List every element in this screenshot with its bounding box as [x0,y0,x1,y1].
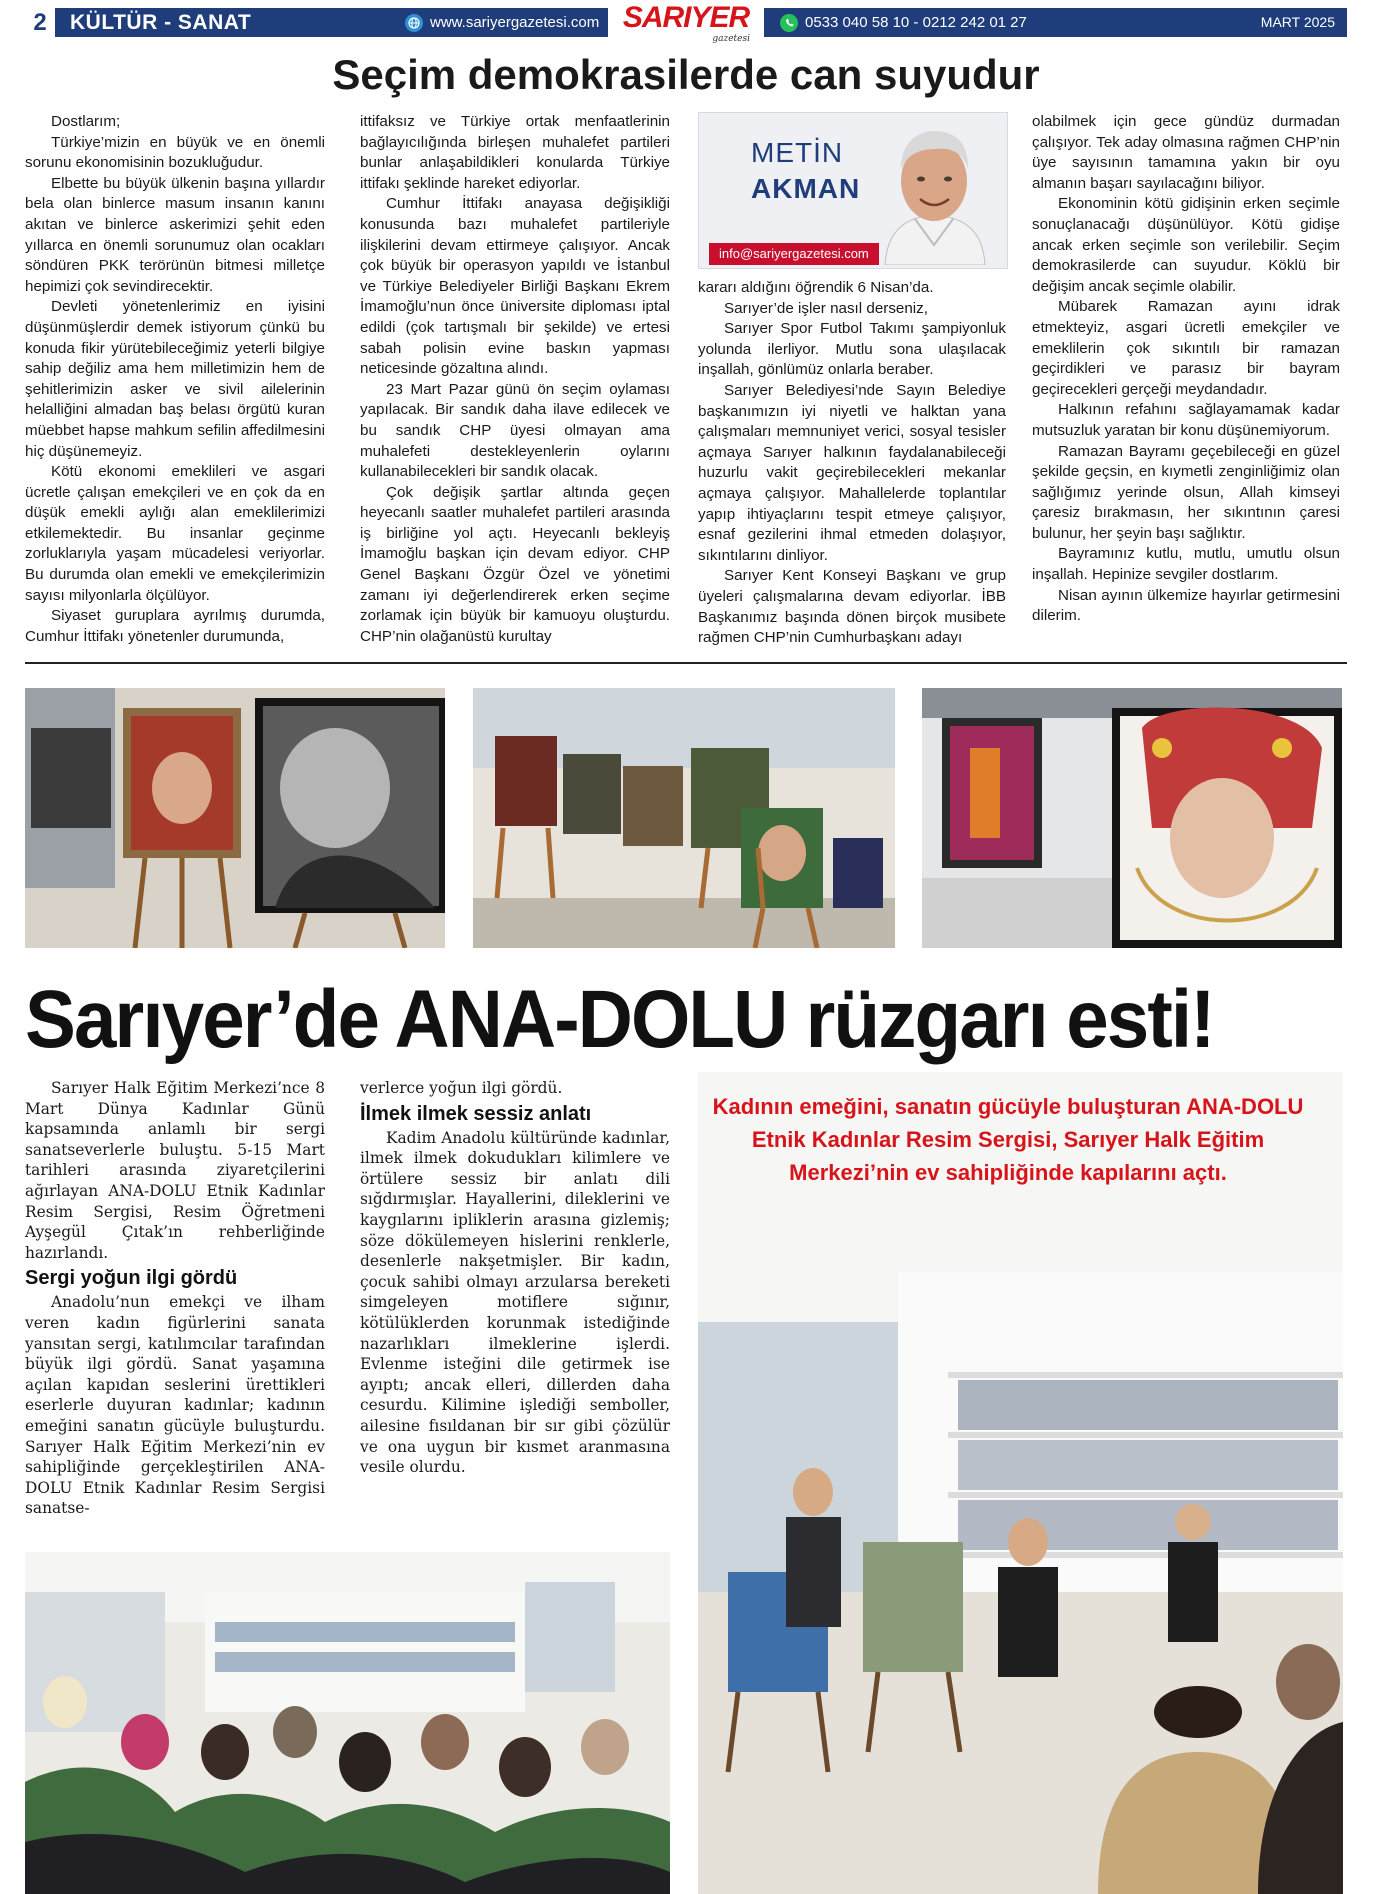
issue-date: MART 2025 [1260,14,1335,30]
contact-phones [780,8,1027,37]
paragraph: olabilmek için gece gündüz durmadan çalışıyor. Tek aday olmasına rağmen CHP’nin üye sayısının tamamına yakın bir oyu almanın başarı sayılacağını biliyor. [1032,113,1340,192]
exhibition-photo-3 [922,688,1342,948]
logo-main: SARIYER [622,1,750,34]
audience-photo [25,1552,670,1894]
paragraph: Ekonominin kötü gidişinin erken seçimle sonuçlanacağı düşünülüyor. Kötü gidişe ancak erken seçimle son verilebilir. Seçim demokrasilerde can suyudur. Köklü bir değişim ancak seçimle olabilir. [1032,195,1340,295]
feature-text-2 [360,1078,670,1478]
paragraph: Mübarek Ramazan ayını idrak etmekteyiz, asgari ücretli emekçiler ve emeklilerin çok sıkıntılı bir ramazan geçirdikleri ve parasız bir bayram geçirecekleri gerçeği meydandadır. [1032,298,1340,398]
logo-sub: gazetesi [712,34,750,44]
paragraph: Anadolu’nun emekçi ve ilham veren kadın figürlerini sanata yansıtan sergi, katılımcılar tarafından büyük ilgi gördü. Sanat yaşamına açılan kapıdan seslerini ürettikleri eserlerle duyuran kadınlar; kadının emeğini sanatın gücüyle buluşturdu. Sarıyer Halk Eğitim Merkezi’nin ev sahipliğinde gerçekleştirilen ANA-DOLU Etnik Kadınlar Resim Sergisi sanatse- [25,1293,325,1518]
author-email[interactable]: info@sariyergazetesi.com [709,243,879,265]
feature-headline: Sarıyer’de ANA-DOLU rüzgarı esti! [25,974,1214,1065]
author-photo [865,119,1003,265]
subheading: İlmek ilmek sessiz anlatı [360,1102,592,1125]
paragraph: Bayramınız kutlu, mutlu, umutlu olsun inşallah. Hepinize sevgiler dostlarım. [1032,545,1340,584]
paragraph: Sarıyer Belediyesi’nde Sayın Belediye başkanımızın iyi niyetli ve halktan yana çalışmaları memnuniyet verici, sosyal tesisler açmaya Sarıyer halkının faydalanabileceği huzurlu vakit geçirebilecekleri mekanlar açmaya çalışıyor. Mahallelerde toplantılar yapıp ihtiyaçlarını tespit etmeye çalışıyor, esnaf gezilerini ihmal etmeden dolaşıyor, sıkıntılarını dinliyor. [698,381,1006,564]
paragraph: Ramazan Bayramı geçebileceği en güzel şekilde geçsin, en kıymetli zenginliğimiz olan sağlığımız yerinde olsun, Allah kimseyi çaresiz bırakmasın, her sıkıntının çaresi bulunur, her şeyin başı sağlıktır. [1032,442,1340,542]
paragraph: 23 Mart Pazar günü ön seçim oylaması yapılacak. Bir sandık daha ilave edilecek ve bu sandık CHP üyesi olmayan ama muhalefeti destekleyenlerin oylarını kullanabilecekleri bir sandık olacak. [360,380,670,481]
author-last-name: AKMAN [751,173,861,204]
paragraph: kararı aldığını öğrendik 6 Nisan’da. [698,279,934,296]
exhibition-photo-1 [25,688,445,948]
paragraph: Çok değişik şartlar altında geçen heyecanlı saatler muhalefet partileri arasında iş birliğine yol açtı. Heyecanlı bekleyiş İmamoğlu başkan için devam ediyor. CHP Genel Başkanı Özgür Özel ve yönetimi zamanı iyi değerlendirerek erken seçime zorlamak için büyük bir kamuoyu oluşturdu. CHP’nin olağanüstü kurultay [360,483,670,645]
paragraph: Sarıyer’de işler nasıl derseniz, [724,299,928,317]
paragraph: Elbette bu büyük ülkenin başına yıllardır bela olan binlerce masum insanın kanını akıtan ve binlerce askerimizi şehit eden yıllarca en önemli sorunumuz olan ocakları söndüren PKK terörünün bitmesi milletçe hepimizi çok sevindirecektir. [25,174,325,295]
globe-icon [405,14,423,32]
paragraph: ittifaksız ve Türkiye ortak menfaatlerinin bağlayıcılığında birleşen muhalefet partileri bunlar anlaşabildikleri konularda Türkiye ittifakı şeklinde hareket ediyorlar. [360,113,670,192]
website-url[interactable]: www.sariyergazetesi.com [430,14,600,31]
exhibition-hall-photo [698,1072,1343,1894]
paragraph: Nisan ayının ülkemize hayırlar getirmesini dilerim. [1032,586,1340,625]
column-text-4 [1032,112,1340,627]
column-text-2 [360,112,670,647]
column-text-3 [698,278,1006,649]
paragraph: Cumhur İttifakı anayasa değişikliği konusunda bazı muhalefet partileriyle ilişkilerini devam ettirmeye çalışıyor. Ancak çok büyük bir operasyon yapıldı ve İstanbul ve Türkiye Belediyeler Birliği Başkanı Ekrem İmamoğlu’nun önce üniversite diploması iptal edildi (çok tartışmalı bir şekilde) ve ertesi sabah polisin evine baskın yapması neticesinde gözaltına alındı. [360,195,670,378]
feature-text-1 [25,1078,325,1519]
paragraph: Halkının refahını sağlayamamak kadar mutsuzluk yaratan bir konu düşünemiyorum. [1032,401,1340,439]
author-box [698,112,1008,269]
whatsapp-icon [780,14,798,32]
paragraph: Devleti yönetenlerimiz en iyisini düşünmüşlerdir demek istiyorum çünkü bu konuda fikir yürütebileceğimiz yeterli bilgiye sahip değiliz ama hem milletimizin hem de şehitlerimizin asker ve sivil ailelerinin helalliğini almadan baş belası örgütü kuran müebbet hapse mahkum sefilin affedilmesini hiç düşünemeyiz. [25,298,325,460]
author-first-name: METİN [751,137,844,168]
paragraph: Sarıyer Spor Futbol Takımı şampiyonluk yolunda ilerliyor. Mutlu sona ulaşılacak inşallah, gönlümüz onlarla beraber. [698,320,1006,379]
newspaper-logo [608,2,764,46]
column-text-1 [25,112,325,647]
page-header [25,1,1347,44]
phone-numbers: 0533 040 58 10 - 0212 242 01 27 [805,14,1027,31]
column-headline: Seçim demokrasilerde can suyudur [332,51,1040,98]
paragraph: Sarıyer Kent Konseyi Başkanı ve grup üyeleri çalışmalarına devam ediyorlar. İBB Başkanımız başında dönen birçok musibete rağmen CHP’nin Cumhurbaşkanı adayı [698,567,1006,647]
paragraph: Dostlarım; [51,113,121,130]
subheading: Sergi yoğun ilgi gördü [25,1267,238,1290]
paragraph: Kötü ekonomi emeklileri ve asgari ücretle çalışan emekçileri ve en çok da en düşük emekli aylığı alan emeklilerimizi etkilemektedir. Bu insanlar geçinme zorluklarıyla yaşam mücadelesi veriyorlar. Bu durumda olan emekli ve emekçilerimizin sayısı milyonlarla ölçülüyor. [25,463,325,604]
website-info [405,8,599,37]
paragraph: Siyaset guruplara ayrılmış durumda, Cumhur İttifakı yönetenler durumunda, [25,607,325,645]
section-divider [25,662,1347,664]
paragraph: Türkiye’mizin en büyük ve en önemli sorunu ekonomisinin bozukluğudur. [25,133,325,172]
section-title: KÜLTÜR - SANAT [70,11,252,34]
paragraph: verlerce yoğun ilgi gördü. [360,1079,563,1097]
paragraph: Kadim Anadolu kültüründe kadınlar, ilmek ilmek dokudukları kilimlere ve örtülere sessiz bir anlatı dili sığdırmışlar. Hayallerini, dileklerini ve kaygılarını ipliklerin arasına gizlemiş; söze dökülemeyen hislerini renklerle, desenlerle nakşetmişler. Bir kadın, çocuk sahibi olmayı arzularsa bereketi simgeleyen motiflere sığınır, kötülüklerden korunmak istediğinde nazarlıkları ilmeklerine işlerdi. Evlenme isteğini dile getirmek ise ayıptı; ancak elleri, dillerden daha cesurdu. Kilimine işlediği semboller, ailesine fısıldanan bir sır gibi çözülür ve ona uygun bir kısmet aranmasına vesile olurdu. [360,1128,670,1477]
photo-caption: Kadının emeğini, sanatın gücüyle buluşturan ANA-DOLU Etnik Kadınlar Resim Sergisi, Sarıyer Halk Eğitim Merkezi’nin ev sahipliğinde kapılarını açtı. [712,1094,1304,1185]
exhibition-photo-2 [473,688,895,948]
paragraph: Sarıyer Halk Eğitim Merkezi’nce 8 Mart Dünya Kadınlar Günü kapsamında anlamlı bir sergi sanatseverlerle buluştu. 5-15 Mart tarihleri arasında ziyaretçilerini ağırlayan ANA-DOLU Etnik Kadınlar Resim Sergisi, Resim Öğretmeni Ayşegül Çıtak’ın rehberliğinde hazırlandı. [25,1079,325,1262]
page-number: 2 [25,8,55,37]
